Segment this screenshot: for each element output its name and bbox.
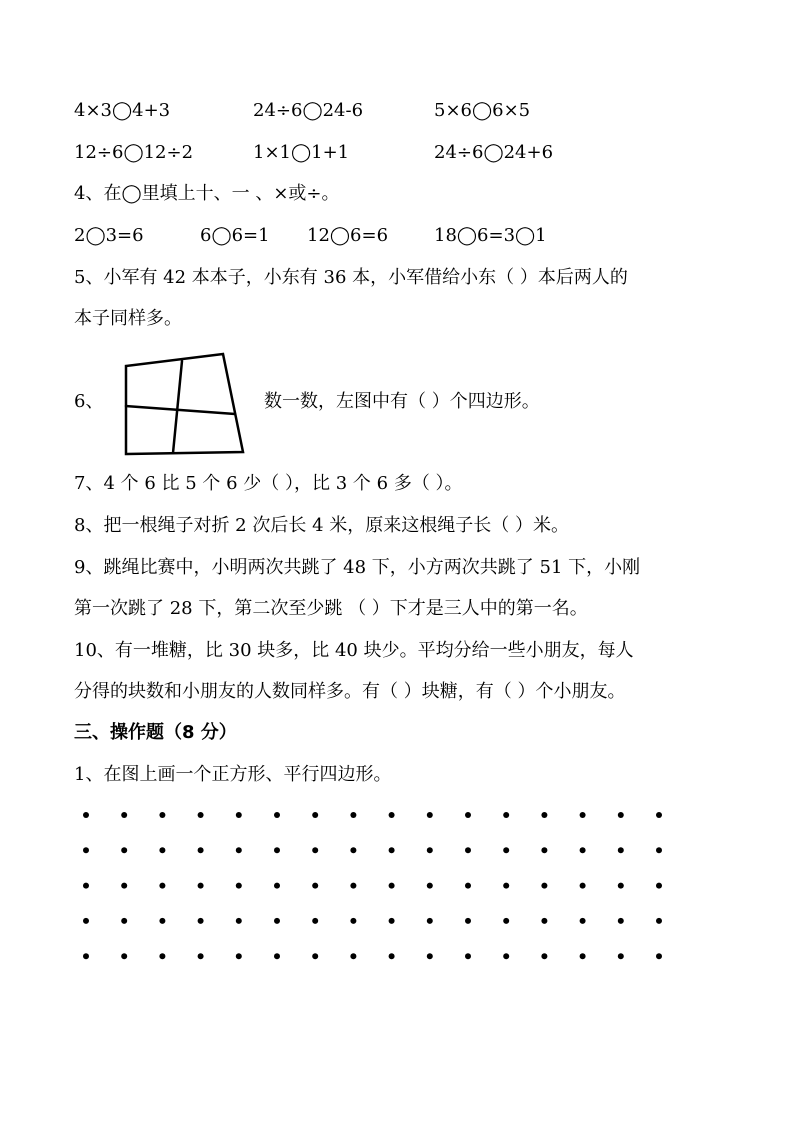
grid-dot[interactable] bbox=[427, 812, 433, 818]
question-5-line-2: 本子同样多。 bbox=[74, 308, 182, 329]
grid-dot[interactable] bbox=[121, 918, 127, 924]
grid-dot[interactable] bbox=[503, 812, 509, 818]
grid-dot[interactable] bbox=[350, 847, 356, 853]
grid-dot[interactable] bbox=[541, 953, 547, 959]
question-6-number: 6、 bbox=[74, 391, 104, 412]
grid-dot[interactable] bbox=[198, 953, 204, 959]
q4-item-1: 2◯3=6 bbox=[74, 225, 144, 246]
question-8: 8、把一根绳子对折 2 次后长 4 米，原来这根绳子长（ ）米。 bbox=[74, 515, 569, 536]
grid-dot[interactable] bbox=[236, 812, 242, 818]
grid-dot[interactable] bbox=[389, 883, 395, 889]
grid-dot[interactable] bbox=[350, 883, 356, 889]
grid-dot[interactable] bbox=[541, 847, 547, 853]
section-3-question-1: 1、在图上画一个正方形、平行四边形。 bbox=[74, 764, 392, 785]
compare-item-1-1: 4×3◯4+3 bbox=[74, 100, 171, 121]
grid-dot[interactable] bbox=[389, 918, 395, 924]
grid-dot[interactable] bbox=[541, 918, 547, 924]
question-5-line-1: 5、小军有 42 本本子，小东有 36 本，小军借给小东（ ）本后两人的 bbox=[74, 267, 628, 288]
q4-item-4: 18◯6=3◯1 bbox=[434, 225, 547, 246]
grid-dot[interactable] bbox=[389, 953, 395, 959]
grid-dot[interactable] bbox=[159, 883, 165, 889]
grid-dot[interactable] bbox=[656, 847, 662, 853]
grid-dot[interactable] bbox=[274, 918, 280, 924]
grid-dot[interactable] bbox=[83, 847, 89, 853]
grid-dot[interactable] bbox=[274, 812, 280, 818]
question-4: 4、在◯里填上十、一 、×或÷。 bbox=[74, 183, 340, 204]
question-10-line-1: 10、有一堆糖，比 30 块多，比 40 块少。平均分给一些小朋友，每人 bbox=[74, 640, 634, 661]
compare-item-2-2: 1×1◯1+1 bbox=[253, 142, 350, 163]
compare-item-1-2: 24÷6◯24-6 bbox=[253, 100, 364, 121]
grid-dot[interactable] bbox=[503, 883, 509, 889]
grid-dot[interactable] bbox=[580, 953, 586, 959]
grid-dot[interactable] bbox=[350, 918, 356, 924]
grid-dot[interactable] bbox=[236, 847, 242, 853]
grid-dot[interactable] bbox=[198, 883, 204, 889]
grid-dot[interactable] bbox=[312, 812, 318, 818]
grid-dot[interactable] bbox=[274, 953, 280, 959]
compare-item-1-3: 5×6◯6×5 bbox=[434, 100, 531, 121]
grid-dot[interactable] bbox=[580, 847, 586, 853]
grid-dot[interactable] bbox=[236, 883, 242, 889]
grid-dot[interactable] bbox=[83, 883, 89, 889]
question-7: 7、4 个 6 比 5 个 6 少（ ），比 3 个 6 多（ ）。 bbox=[74, 473, 463, 494]
grid-dot[interactable] bbox=[618, 918, 624, 924]
grid-dot[interactable] bbox=[121, 847, 127, 853]
grid-dot[interactable] bbox=[656, 883, 662, 889]
grid-dot[interactable] bbox=[656, 953, 662, 959]
compare-item-2-3: 24÷6◯24+6 bbox=[434, 142, 554, 163]
grid-dot[interactable] bbox=[159, 847, 165, 853]
grid-dot[interactable] bbox=[159, 953, 165, 959]
grid-dot[interactable] bbox=[274, 883, 280, 889]
grid-dot[interactable] bbox=[159, 918, 165, 924]
grid-dot[interactable] bbox=[656, 812, 662, 818]
grid-dot[interactable] bbox=[465, 847, 471, 853]
grid-dot[interactable] bbox=[465, 812, 471, 818]
grid-dot[interactable] bbox=[427, 847, 433, 853]
grid-dot[interactable] bbox=[503, 953, 509, 959]
grid-dot[interactable] bbox=[83, 953, 89, 959]
grid-dot[interactable] bbox=[618, 883, 624, 889]
grid-dot[interactable] bbox=[389, 812, 395, 818]
grid-dot[interactable] bbox=[465, 953, 471, 959]
grid-dot[interactable] bbox=[121, 883, 127, 889]
grid-dot[interactable] bbox=[236, 953, 242, 959]
grid-dot[interactable] bbox=[541, 812, 547, 818]
grid-dot[interactable] bbox=[236, 918, 242, 924]
grid-dot[interactable] bbox=[656, 918, 662, 924]
grid-dot[interactable] bbox=[198, 847, 204, 853]
grid-dot[interactable] bbox=[312, 847, 318, 853]
grid-dot[interactable] bbox=[618, 953, 624, 959]
grid-dot[interactable] bbox=[350, 812, 356, 818]
grid-dot[interactable] bbox=[541, 883, 547, 889]
question-9-line-1: 9、跳绳比赛中，小明两次共跳了 48 下，小方两次共跳了 51 下，小刚 bbox=[74, 557, 641, 578]
grid-dot[interactable] bbox=[389, 847, 395, 853]
grid-dot[interactable] bbox=[198, 812, 204, 818]
grid-dot[interactable] bbox=[503, 847, 509, 853]
compare-item-2-1: 12÷6◯12÷2 bbox=[74, 142, 194, 163]
question-9-line-2: 第一次跳了 28 下，第二次至少跳 （ ）下才是三人中的第一名。 bbox=[74, 598, 588, 619]
grid-dot[interactable] bbox=[312, 918, 318, 924]
q4-item-2: 6◯6=1 bbox=[200, 225, 270, 246]
grid-dot[interactable] bbox=[427, 953, 433, 959]
grid-dot[interactable] bbox=[83, 918, 89, 924]
grid-dot[interactable] bbox=[274, 847, 280, 853]
grid-dot[interactable] bbox=[198, 918, 204, 924]
grid-dot[interactable] bbox=[121, 953, 127, 959]
grid-dot[interactable] bbox=[312, 883, 318, 889]
grid-dot[interactable] bbox=[618, 847, 624, 853]
grid-dot[interactable] bbox=[465, 883, 471, 889]
grid-dot[interactable] bbox=[503, 918, 509, 924]
grid-dot[interactable] bbox=[83, 812, 89, 818]
grid-dot[interactable] bbox=[312, 953, 318, 959]
grid-dot[interactable] bbox=[159, 812, 165, 818]
grid-dot[interactable] bbox=[121, 812, 127, 818]
question-10-line-2: 分得的块数和小朋友的人数同样多。有（ ）块糖，有（ ）个小朋友。 bbox=[74, 681, 626, 702]
grid-dot[interactable] bbox=[580, 918, 586, 924]
grid-dot[interactable] bbox=[465, 918, 471, 924]
grid-dot[interactable] bbox=[427, 883, 433, 889]
q4-item-3: 12◯6=6 bbox=[307, 225, 389, 246]
grid-dot[interactable] bbox=[580, 812, 586, 818]
grid-dot[interactable] bbox=[618, 812, 624, 818]
grid-dot[interactable] bbox=[350, 953, 356, 959]
question-6-text: 数一数，左图中有（ ）个四边形。 bbox=[264, 391, 540, 412]
grid-dot[interactable] bbox=[580, 883, 586, 889]
grid-dot[interactable] bbox=[427, 918, 433, 924]
section-3-title: 三、操作题（8 分） bbox=[74, 722, 237, 743]
